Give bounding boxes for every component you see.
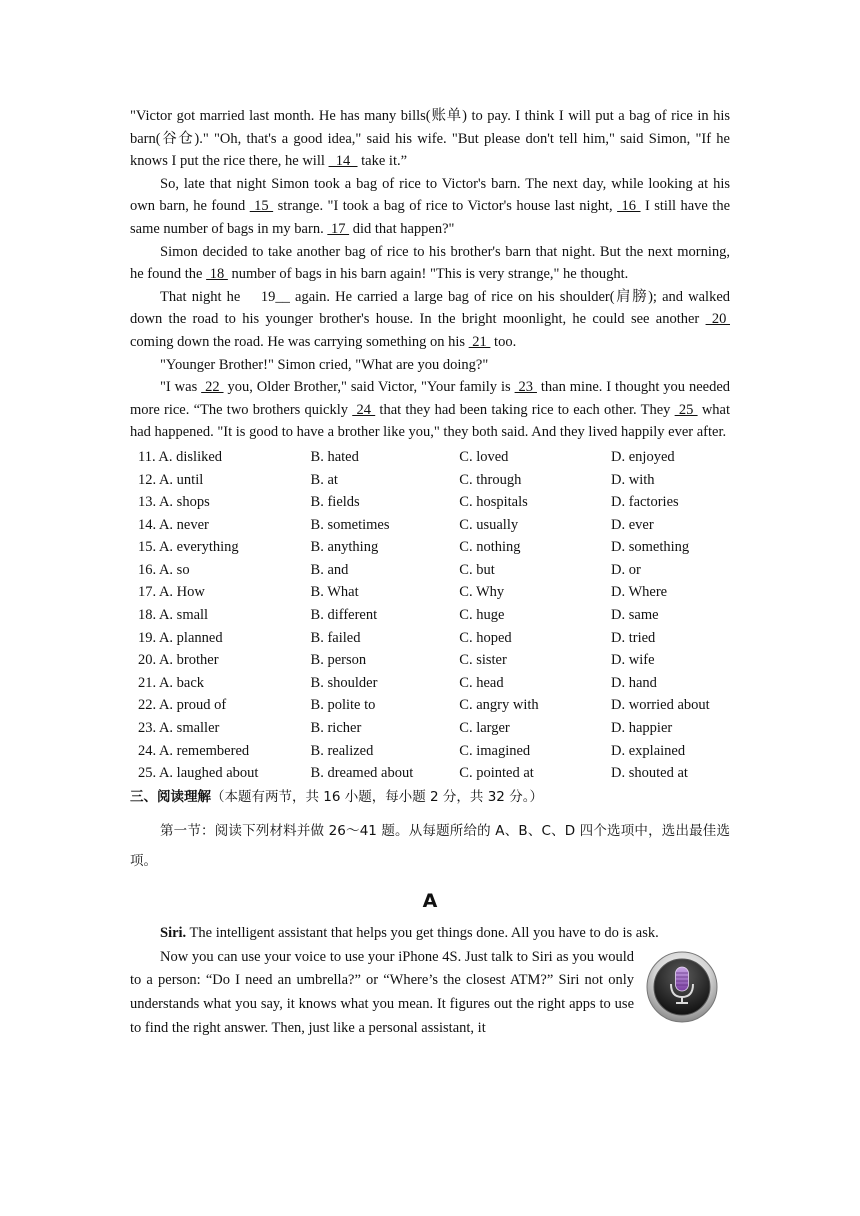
option-b: B. different xyxy=(310,607,378,624)
option-b: B. realized xyxy=(310,742,374,759)
blank-14: 14 xyxy=(328,153,358,170)
option-row-21 xyxy=(138,672,730,695)
section-3-title: 三、阅读理解 xyxy=(130,788,211,805)
option-c: C. usually xyxy=(459,516,519,533)
story-text: take it.” xyxy=(357,153,408,170)
story-text: than mine. I thought you needed more rice. “The two brothers quickly xyxy=(130,379,731,418)
story-text: That night he xyxy=(160,288,246,305)
option-a: 20. A. brother xyxy=(138,652,219,669)
story-paragraph-1 xyxy=(130,105,730,173)
option-row-20 xyxy=(138,649,730,672)
option-c: C. through xyxy=(459,471,522,488)
option-row-25 xyxy=(138,762,730,785)
option-row-22 xyxy=(138,694,730,717)
option-d: D. shouted at xyxy=(611,765,688,782)
story-text: So, late that night Simon took a bag of rice to Victor's barn. The next day, while looking at his own barn, he found xyxy=(130,175,730,215)
option-d: D. wife xyxy=(611,652,655,669)
blank-18: 18 xyxy=(206,266,228,283)
option-a: 17. A. How xyxy=(138,584,205,601)
story-text: I still have the same number of bags in my barn. xyxy=(130,198,731,237)
option-b: B. richer xyxy=(310,720,362,737)
option-b: B. sometimes xyxy=(310,516,390,533)
option-row-12 xyxy=(138,469,730,492)
option-a: 11. A. disliked xyxy=(138,448,223,465)
options-list xyxy=(138,446,730,785)
blank-19: 19__ xyxy=(245,288,290,305)
option-d: D. factories xyxy=(611,494,679,511)
blank-22: 22 xyxy=(201,379,224,396)
option-b: B. What xyxy=(310,584,359,601)
option-row-16 xyxy=(138,559,730,582)
section-3-heading xyxy=(130,786,730,808)
story-text: number of bags in his barn again! "This is very strange," he thought. xyxy=(227,266,629,283)
blank-24: 24 xyxy=(352,401,376,418)
option-c: C. imagined xyxy=(459,742,531,759)
option-a: 14. A. never xyxy=(138,516,209,533)
option-a: 16. A. so xyxy=(138,561,190,578)
passage-a-body-wrap xyxy=(130,946,634,1041)
option-d: D. something xyxy=(611,539,690,556)
option-b: B. failed xyxy=(310,629,361,646)
story-paragraph-3 xyxy=(130,241,730,286)
blank-21: 21 xyxy=(468,333,491,350)
option-row-14 xyxy=(138,514,730,537)
section-3-note: （本题有两节，共 16 小题，每小题 2 分，共 32 分。） xyxy=(211,788,543,805)
siri-bold: Siri. xyxy=(160,924,187,941)
document-page xyxy=(130,105,730,1040)
option-c: C. head xyxy=(459,674,504,691)
option-a: 15. A. everything xyxy=(138,539,239,556)
option-b: B. fields xyxy=(310,494,360,511)
option-b: B. shoulder xyxy=(310,674,378,691)
option-c: C. huge xyxy=(459,607,505,624)
option-c: C. sister xyxy=(459,652,507,669)
option-d: D. or xyxy=(611,561,641,578)
option-d: D. with xyxy=(611,471,655,488)
option-d: D. explained xyxy=(611,742,686,759)
option-a: 24. A. remembered xyxy=(138,742,250,759)
option-c: C. angry with xyxy=(459,697,539,714)
option-row-18 xyxy=(138,604,730,627)
option-d: D. hand xyxy=(611,674,657,691)
option-a: 12. A. until xyxy=(138,471,204,488)
option-a: 25. A. laughed about xyxy=(138,765,259,782)
passage-a-lead xyxy=(130,922,730,946)
option-row-17 xyxy=(138,581,730,604)
story-text: "Victor got married last month. He has many bills(账单) to pay. I think I will put a bag of rice in his barn(谷仓)." "Oh, that's a good idea," said his wife. "But please don't tell him," said Simon, "If he knows I put the rice there, he will xyxy=(130,108,730,170)
option-c: C. hoped xyxy=(459,629,512,646)
option-a: 22. A. proud of xyxy=(138,697,227,714)
story-paragraph-2 xyxy=(130,173,730,241)
option-c: C. hospitals xyxy=(459,494,528,511)
option-b: B. hated xyxy=(310,448,359,465)
option-b: B. polite to xyxy=(310,697,376,714)
passage-a-body: Now you can use your voice to use your iPhone 4S. Just talk to Siri as you would to a person: “Do I need an umbrella?” or “Where’s the closest ATM?” Siri not only understands what you say, it knows what you mean. It figures out the right apps to use to find the right answer. Then, just like a personal assistant, it xyxy=(130,948,634,1036)
story-text: that they had been taking rice to each other. They xyxy=(375,401,675,418)
option-a: 23. A. smaller xyxy=(138,720,220,737)
option-row-15 xyxy=(138,536,730,559)
story-paragraph-5: "Younger Brother!" Simon cried, "What are you doing?" xyxy=(160,356,489,373)
option-d: D. happier xyxy=(611,720,673,737)
story-text: Simon decided to take another bag of rice to his brother's barn that night. But the next morning, he found the xyxy=(130,243,730,283)
blank-25: 25 xyxy=(674,401,698,418)
option-c: C. but xyxy=(459,561,495,578)
option-row-24 xyxy=(138,740,730,763)
story-text: strange. "I took a bag of rice to Victor's house last night, xyxy=(273,198,618,215)
section-3-instructions: 第一节：阅读下列材料并做 26～41 题。从每题所给的 A、B、C、D 四个选项中，选出最佳选项。 xyxy=(130,822,730,869)
option-a: 21. A. back xyxy=(138,674,205,691)
blank-17: 17 xyxy=(327,220,350,237)
option-c: C. loved xyxy=(459,448,509,465)
option-row-23 xyxy=(138,717,730,740)
story-text: did that happen?" xyxy=(349,220,455,237)
option-b: B. anything xyxy=(310,539,379,556)
option-b: B. at xyxy=(310,471,338,488)
option-b: B. person xyxy=(310,652,367,669)
option-b: B. dreamed about xyxy=(310,765,414,782)
option-c: C. pointed at xyxy=(459,765,534,782)
option-d: D. enjoyed xyxy=(611,448,675,465)
option-d: D. ever xyxy=(611,516,654,533)
option-d: D. Where xyxy=(611,584,668,601)
option-a: 13. A. shops xyxy=(138,494,210,511)
option-a: 19. A. planned xyxy=(138,629,223,646)
story-paragraph-6 xyxy=(130,376,730,444)
story-text: you, Older Brother," said Victor, "Your family is xyxy=(223,379,515,396)
blank-20: 20 xyxy=(705,311,730,328)
story-text: again. He carried a large bag of rice on his shoulder(肩膀); and walked down the road to his younger brother's house. In the bright moonlight, he could see another xyxy=(130,288,731,328)
blank-23: 23 xyxy=(514,379,537,396)
story-text: "I was xyxy=(160,379,202,396)
story-text: coming down the road. He was carrying something on his xyxy=(130,333,469,350)
passage-a xyxy=(130,922,730,1041)
blank-16: 16 xyxy=(617,198,641,215)
microphone-icon xyxy=(646,951,718,1023)
option-d: D. tried xyxy=(611,629,656,646)
story-text: what had happened. "It is good to have a brother like you," they both said. And they lived happily ever after. xyxy=(130,401,731,441)
option-row-13 xyxy=(138,491,730,514)
passage-a-title: A xyxy=(422,889,438,912)
option-c: C. nothing xyxy=(459,539,521,556)
story-text: too. xyxy=(490,333,517,350)
option-c: C. Why xyxy=(459,584,505,601)
option-row-19 xyxy=(138,627,730,650)
option-d: D. same xyxy=(611,607,659,624)
option-d: D. worried about xyxy=(611,697,710,714)
option-c: C. larger xyxy=(459,720,510,737)
option-b: B. and xyxy=(310,561,349,578)
passage-text: The intelligent assistant that helps you get things done. All you have to do is ask. xyxy=(186,924,659,941)
blank-15: 15 xyxy=(249,198,274,215)
option-row-11 xyxy=(138,446,730,469)
story-paragraph-4 xyxy=(130,286,730,354)
option-a: 18. A. small xyxy=(138,607,209,624)
